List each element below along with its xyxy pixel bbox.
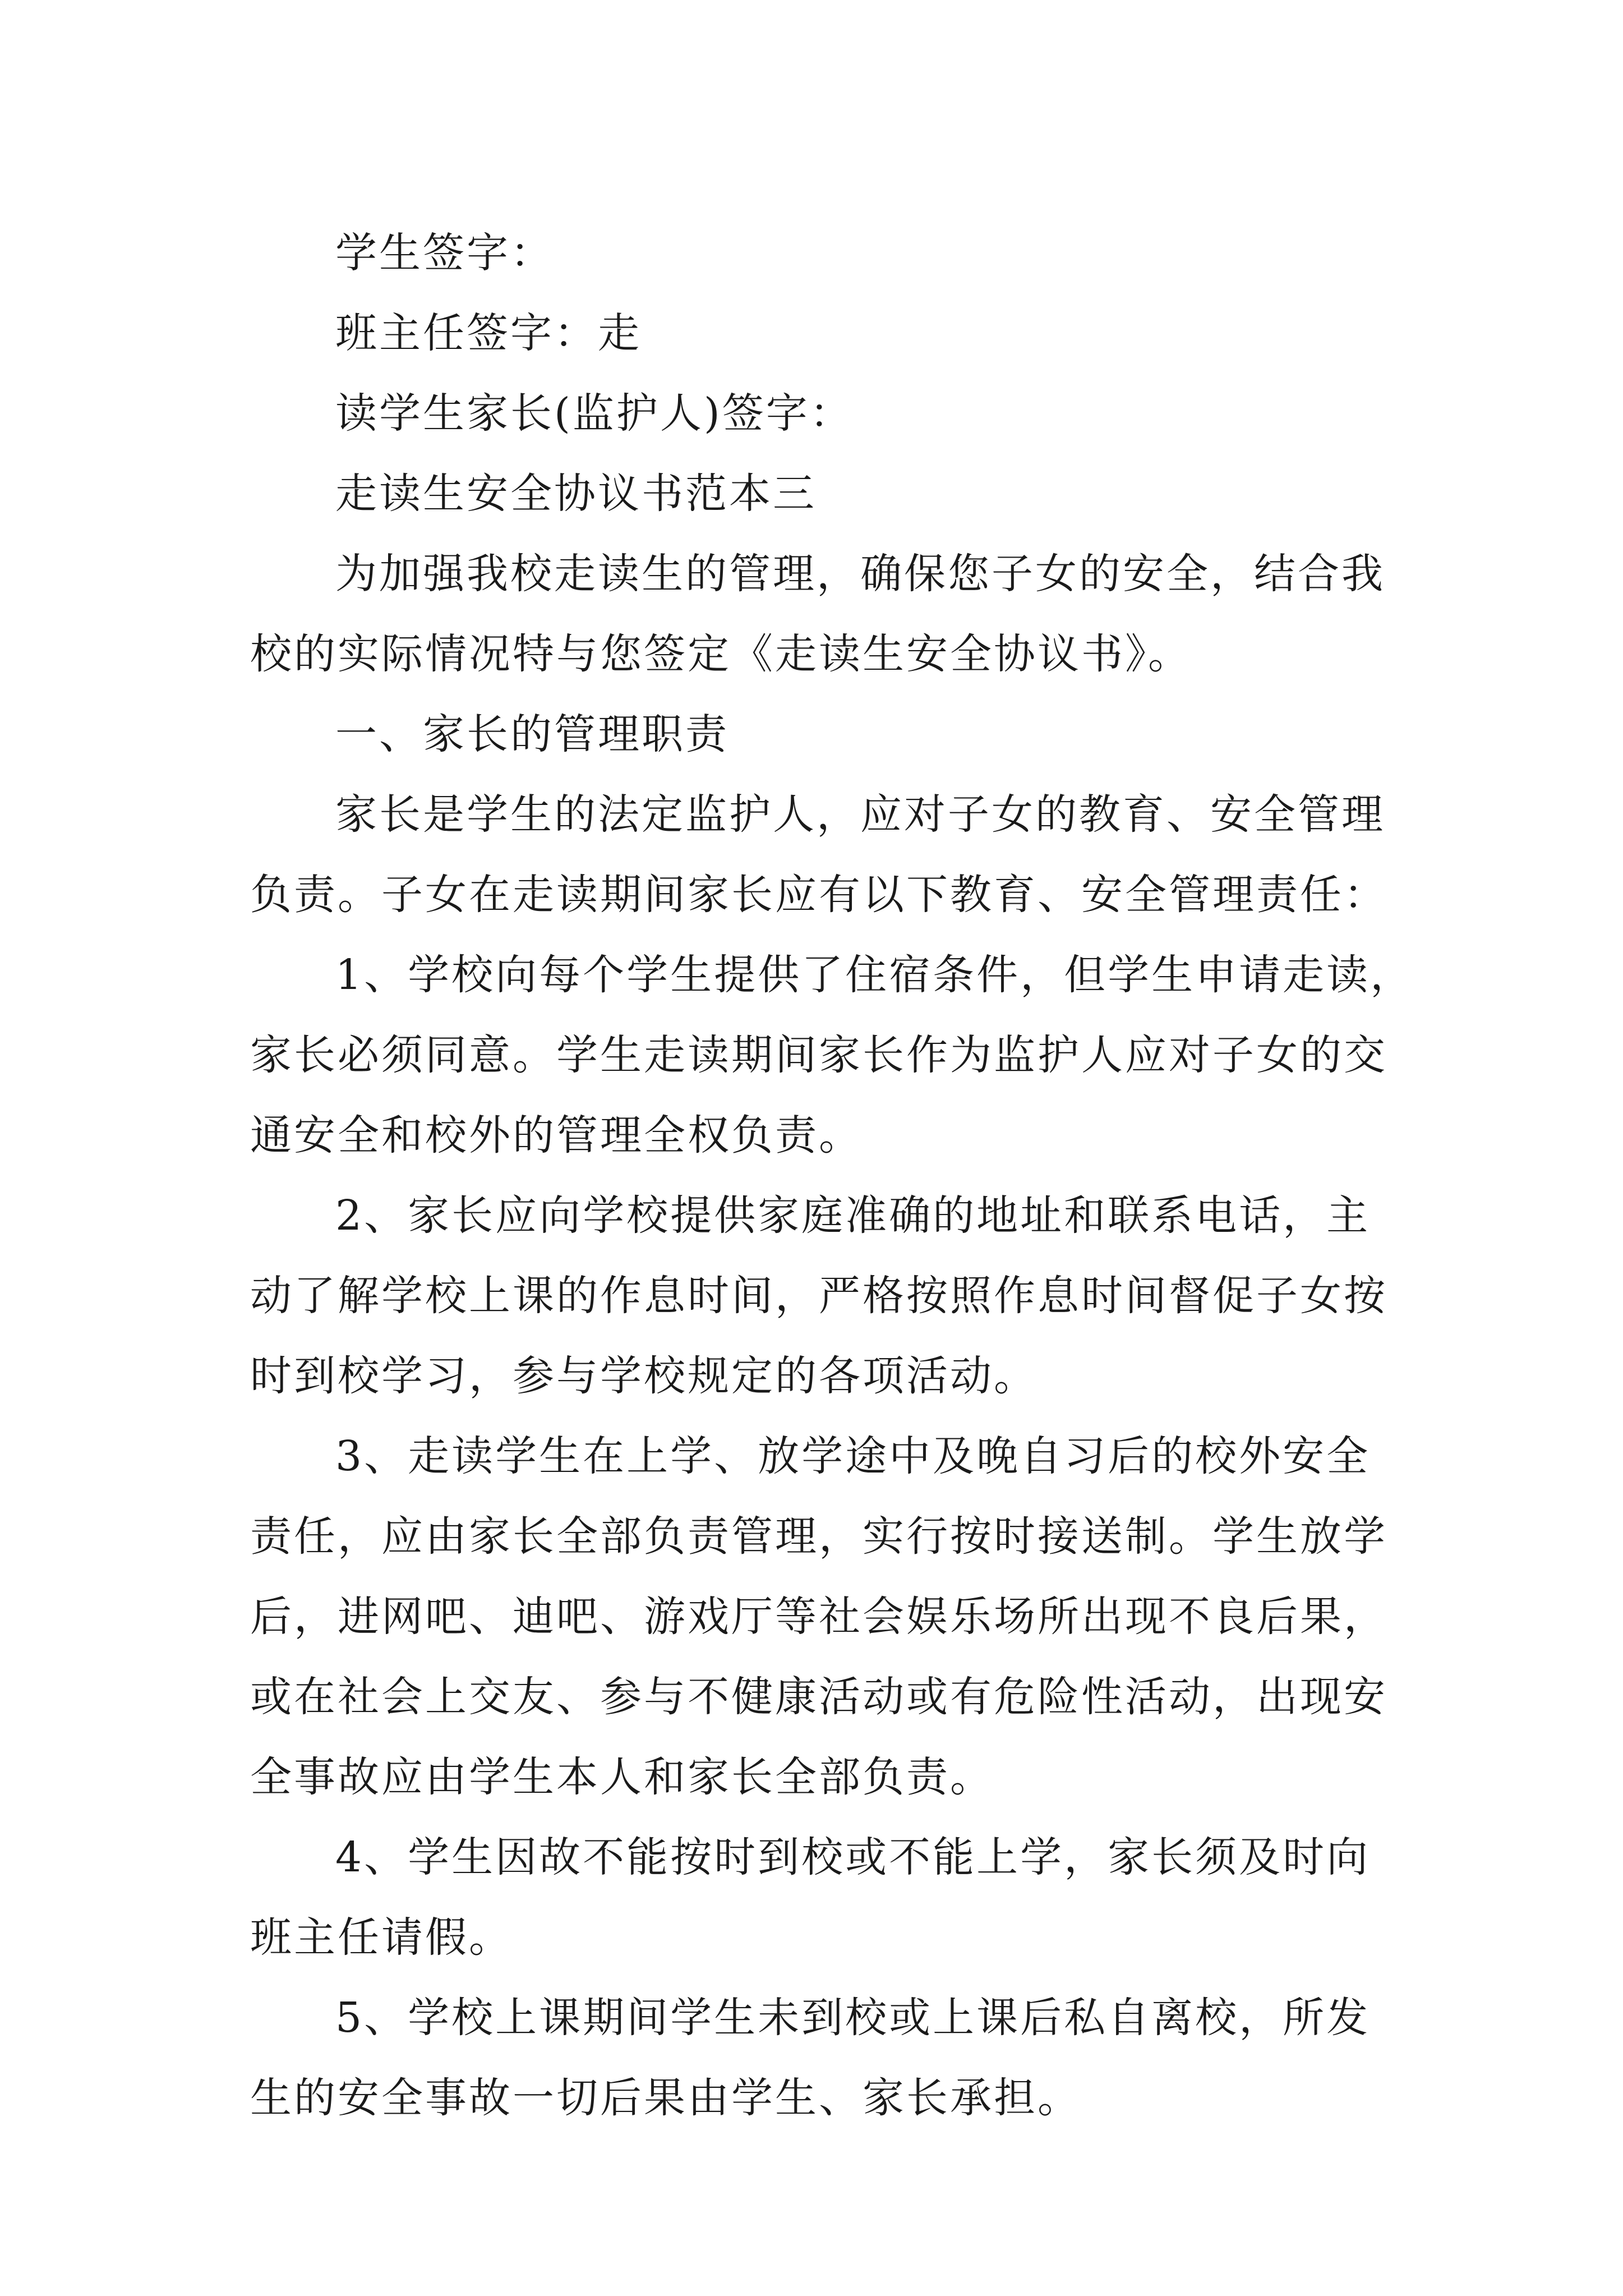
parent-signature-line: 读学生家长(监护人)签字： [335,389,854,438]
intro-paragraph [250,534,1385,694]
paragraph-line: 2、家长应向学校提供家庭准确的地址和联系电话，主 [335,1191,1371,1240]
parent-paragraph [250,775,1387,935]
heading-parent-duties: 一、家长的管理职责 [335,710,729,758]
student-signature-line: 学生签字： [335,229,554,277]
paragraph-line: 3、走读学生在上学、放学途中及晚自习后的校外安全 [335,1432,1371,1480]
paragraph-line: 为加强我校走读生的管理，确保您子女的安全，结合我 [335,550,1385,598]
paragraph-line: 1、学校向每个学生提供了住宿条件，但学生申请走读， [335,951,1414,999]
paragraph-line: 通安全和校外的管理全权负责。 [250,1111,863,1159]
paragraph-line: 家长必须同意。学生走读期间家长作为监护人应对子女的交 [250,1031,1387,1079]
paragraph-line: 班主任请假。 [250,1913,513,1962]
item-2-paragraph [250,1176,1387,1416]
paragraph-line: 责任，应由家长全部负责管理，实行按时接送制。学生放学 [250,1512,1387,1561]
paragraph-line: 5、学校上课期间学生未到校或上课后私自离校，所发 [335,1994,1371,2042]
teacher-signature-line: 班主任签字：走 [335,309,642,357]
paragraph-line: 时到校学习，参与学校规定的各项活动。 [250,1352,1038,1400]
paragraph-line: 家长是学生的法定监护人，应对子女的教育、安全管理 [335,790,1385,839]
paragraph-line: 后，进网吧、迪吧、游戏厅等社会娱乐场所出现不良后果， [250,1593,1387,1641]
paragraph-line: 负责。子女在走读期间家长应有以下教育、安全管理责任： [250,871,1387,919]
paragraph-line: 全事故应由学生本人和家长全部负责。 [250,1753,994,1801]
item-1-paragraph [250,935,1414,1176]
paragraph-line: 校的实际情况特与您签定《走读生安全协议书》。 [250,630,1192,678]
item-4-paragraph [250,1818,1377,1978]
paragraph-line: 或在社会上交友、参与不健康活动或有危险性活动，出现安 [250,1673,1387,1721]
item-5-paragraph [250,1978,1377,2138]
document-body [250,213,1414,2138]
paragraph-line: 4、学生因故不能按时到校或不能上学，家长须及时向 [335,1833,1371,1881]
section-title: 走读生安全协议书范本三 [335,470,817,518]
paragraph-line: 生的安全事故一切后果由学生、家长承担。 [250,2074,1081,2122]
paragraph-line: 动了解学校上课的作息时间，严格按照作息时间督促子女按 [250,1272,1387,1320]
item-3-paragraph [250,1416,1387,1818]
